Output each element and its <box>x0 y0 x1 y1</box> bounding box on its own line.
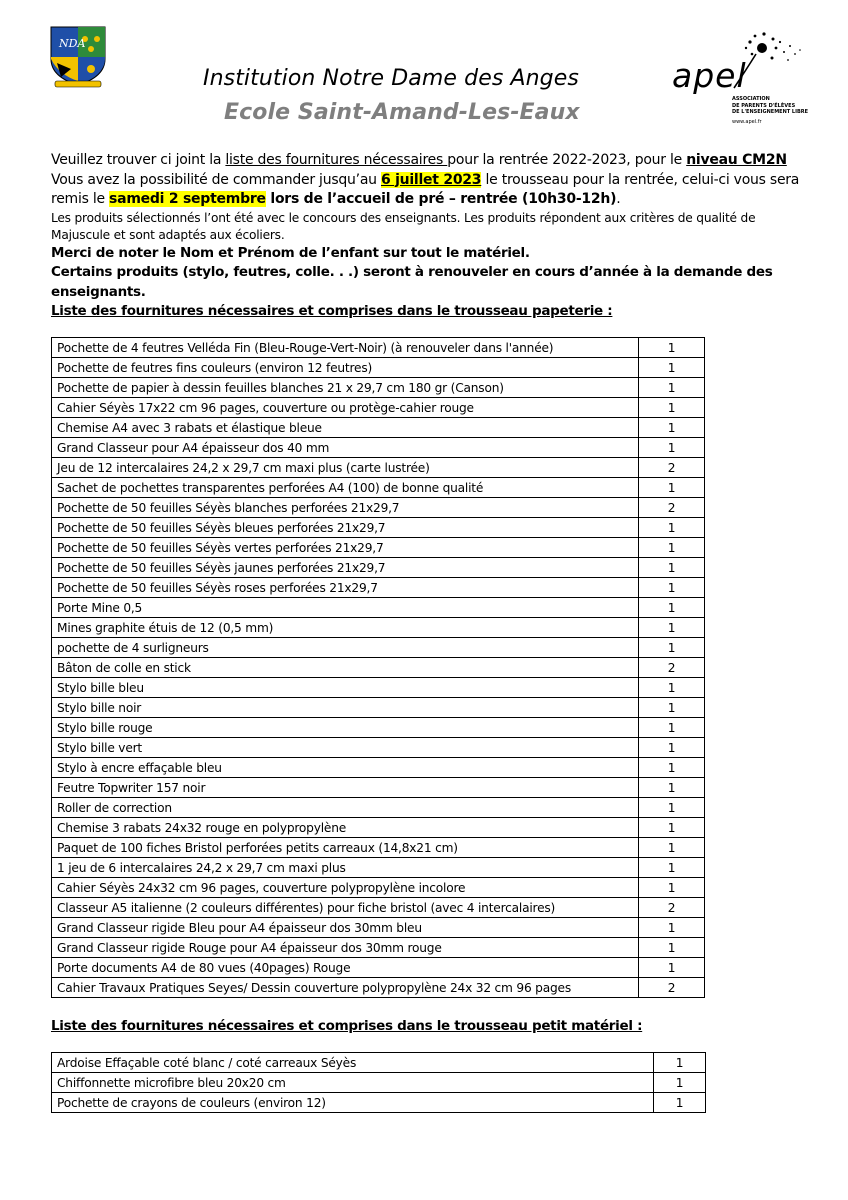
table-row <box>52 618 705 638</box>
table-row <box>52 818 705 838</box>
item-quantity: 1 <box>654 1053 706 1073</box>
item-label: Classeur A5 italienne (2 couleurs différentes) pour fiche bristol (avec 4 intercalaires) <box>52 898 639 918</box>
item-label: Porte documents A4 de 80 vues (40pages) Rouge <box>52 958 639 978</box>
intro-text <box>51 151 811 302</box>
table-row <box>52 778 705 798</box>
item-quantity: 2 <box>639 658 705 678</box>
table-row <box>52 738 705 758</box>
item-quantity: 1 <box>639 858 705 878</box>
table-row <box>52 538 705 558</box>
item-quantity: 1 <box>639 838 705 858</box>
item-label: Stylo bille rouge <box>52 718 639 738</box>
delivery-date: samedi 2 septembre <box>109 191 266 207</box>
item-label: Grand Classeur pour A4 épaisseur dos 40 mm <box>52 438 639 458</box>
item-label: Roller de correction <box>52 798 639 818</box>
item-quantity: 2 <box>639 898 705 918</box>
item-quantity: 1 <box>639 778 705 798</box>
item-label: Cahier Séyès 17x22 cm 96 pages, couverture ou protège-cahier rouge <box>52 398 639 418</box>
item-quantity: 1 <box>639 338 705 358</box>
item-label: Pochette de 50 feuilles Séyès blanches perforées 21x29,7 <box>52 498 639 518</box>
item-label: Pochette de crayons de couleurs (environ 12) <box>52 1093 654 1113</box>
item-quantity: 1 <box>639 638 705 658</box>
item-quantity: 1 <box>654 1073 706 1093</box>
item-label: Sachet de pochettes transparentes perforées A4 (100) de bonne qualité <box>52 478 639 498</box>
item-quantity: 1 <box>639 678 705 698</box>
item-label: Pochette de 50 feuilles Séyès roses perforées 21x29,7 <box>52 578 639 598</box>
school-crest-logo <box>49 25 107 89</box>
item-quantity: 1 <box>639 558 705 578</box>
intro-paragraph-2: Vous avez la possibilité de commander jusqu’au 6 juillet 2023 le trousseau pour la rentrée, celui-ci vous sera remis le samedi 2 septembre lors de l’accueil de pré – rentrée (10h30-12h). <box>51 171 800 207</box>
table-row <box>52 478 705 498</box>
item-quantity: 1 <box>639 578 705 598</box>
school-name-title: Institution Notre Dame des Anges <box>203 66 579 91</box>
table-row <box>52 358 705 378</box>
table-row <box>52 938 705 958</box>
intro-paragraph-3: Les produits sélectionnés l’ont été avec le concours des enseignants. Les produits répondent aux critères de qualité de Majuscule et sont adaptés aux écoliers. <box>51 210 756 242</box>
item-label: Stylo à encre effaçable bleu <box>52 758 639 778</box>
papeterie-table <box>51 337 705 998</box>
table-row <box>52 1093 706 1113</box>
table-row <box>52 558 705 578</box>
school-subtitle: Ecole Saint-Amand-Les-Eaux <box>224 100 580 125</box>
class-level: niveau CM2N <box>686 152 787 168</box>
item-quantity: 2 <box>639 498 705 518</box>
item-quantity: 1 <box>639 878 705 898</box>
item-quantity: 1 <box>639 358 705 378</box>
item-label: Paquet de 100 fiches Bristol perforées petits carreaux (14,8x21 cm) <box>52 838 639 858</box>
table-row <box>52 678 705 698</box>
intro-paragraph-1: Veuillez trouver ci joint la liste des fournitures nécessaires pour la rentrée 2022-2023, pour le niveau CM2N <box>51 152 787 168</box>
table-row <box>52 718 705 738</box>
item-quantity: 1 <box>639 958 705 978</box>
table-row <box>52 638 705 658</box>
section-papeterie-title: Liste des fournitures nécessaires et comprises dans le trousseau papeterie : <box>51 303 613 319</box>
section-petit-materiel-title: Liste des fournitures nécessaires et comprises dans le trousseau petit matériel : <box>51 1018 643 1034</box>
item-label: Cahier Travaux Pratiques Seyes/ Dessin couverture polypropylène 24x 32 cm 96 pages <box>52 978 639 998</box>
table-row <box>52 838 705 858</box>
item-quantity: 1 <box>654 1093 706 1113</box>
item-label: Bâton de colle en stick <box>52 658 639 678</box>
table-row <box>52 1073 706 1093</box>
item-label: Pochette de 50 feuilles Séyès jaunes perforées 21x29,7 <box>52 558 639 578</box>
item-label: Ardoise Effaçable coté blanc / coté carreaux Séyès <box>52 1053 654 1073</box>
item-quantity: 1 <box>639 698 705 718</box>
item-label: Mines graphite étuis de 12 (0,5 mm) <box>52 618 639 638</box>
item-quantity: 1 <box>639 398 705 418</box>
table-row <box>52 498 705 518</box>
item-label: Pochette de 50 feuilles Séyès vertes perforées 21x29,7 <box>52 538 639 558</box>
petit-materiel-table <box>51 1052 706 1113</box>
table-row <box>52 418 705 438</box>
item-quantity: 1 <box>639 738 705 758</box>
item-label: Stylo bille vert <box>52 738 639 758</box>
table-row <box>52 878 705 898</box>
item-quantity: 1 <box>639 758 705 778</box>
item-label: Pochette de papier à dessin feuilles blanches 21 x 29,7 cm 180 gr (Canson) <box>52 378 639 398</box>
item-label: Feutre Topwriter 157 noir <box>52 778 639 798</box>
item-quantity: 1 <box>639 418 705 438</box>
table-row <box>52 398 705 418</box>
apel-logo-subtitle: ASSOCIATION DE PARENTS D'ÉLÈVES DE L'ENSEIGNEMENT LIBRE www.apel.fr <box>732 96 809 125</box>
table-row <box>52 458 705 478</box>
table-row <box>52 698 705 718</box>
table-row <box>52 978 705 998</box>
item-quantity: 1 <box>639 378 705 398</box>
item-label: Chiffonnette microfibre bleu 20x20 cm <box>52 1073 654 1093</box>
item-quantity: 2 <box>639 978 705 998</box>
table-row <box>52 518 705 538</box>
crest-letters: NDA <box>59 37 86 50</box>
item-quantity: 1 <box>639 438 705 458</box>
item-label: Pochette de 50 feuilles Séyès bleues perforées 21x29,7 <box>52 518 639 538</box>
item-label: Jeu de 12 intercalaires 24,2 x 29,7 cm maxi plus (carte lustrée) <box>52 458 639 478</box>
table-row <box>52 338 705 358</box>
table-row <box>52 658 705 678</box>
item-label: Pochette de 4 feutres Velléda Fin (Bleu-Rouge-Vert-Noir) (à renouveler dans l'année) <box>52 338 639 358</box>
item-label: Stylo bille noir <box>52 698 639 718</box>
table-row <box>52 378 705 398</box>
order-deadline: 6 juillet 2023 <box>380 171 482 188</box>
intro-note-renew: Certains produits (stylo, feutres, colle. . .) seront à renouveler en cours d’année à la demande des enseignants. <box>51 264 773 300</box>
table-row <box>52 798 705 818</box>
intro-note-name: Merci de noter le Nom et Prénom de l’enfant sur tout le matériel. <box>51 244 530 261</box>
item-quantity: 1 <box>639 718 705 738</box>
item-quantity: 1 <box>639 618 705 638</box>
table-row <box>52 438 705 458</box>
table-row <box>52 598 705 618</box>
table-row <box>52 958 705 978</box>
item-label: pochette de 4 surligneurs <box>52 638 639 658</box>
item-label: Grand Classeur rigide Bleu pour A4 épaisseur dos 30mm bleu <box>52 918 639 938</box>
apel-logo-text: apel <box>672 56 747 95</box>
item-quantity: 1 <box>639 938 705 958</box>
item-label: Porte Mine 0,5 <box>52 598 639 618</box>
table-row <box>52 918 705 938</box>
item-label: Chemise 3 rabats 24x32 rouge en polypropylène <box>52 818 639 838</box>
item-quantity: 1 <box>639 518 705 538</box>
table-row <box>52 858 705 878</box>
item-quantity: 1 <box>639 798 705 818</box>
item-quantity: 1 <box>639 918 705 938</box>
apel-website: www.apel.fr <box>732 118 762 125</box>
item-quantity: 1 <box>639 598 705 618</box>
item-label: Chemise A4 avec 3 rabats et élastique bleue <box>52 418 639 438</box>
table-row <box>52 1053 706 1073</box>
item-quantity: 2 <box>639 458 705 478</box>
item-label: Stylo bille bleu <box>52 678 639 698</box>
item-label: 1 jeu de 6 intercalaires 24,2 x 29,7 cm maxi plus <box>52 858 639 878</box>
item-quantity: 1 <box>639 538 705 558</box>
item-label: Cahier Séyès 24x32 cm 96 pages, couverture polypropylène incolore <box>52 878 639 898</box>
table-row <box>52 578 705 598</box>
table-row <box>52 758 705 778</box>
table-row <box>52 898 705 918</box>
item-label: Grand Classeur rigide Rouge pour A4 épaisseur dos 30mm rouge <box>52 938 639 958</box>
item-quantity: 1 <box>639 818 705 838</box>
item-quantity: 1 <box>639 478 705 498</box>
item-label: Pochette de feutres fins couleurs (environ 12 feutres) <box>52 358 639 378</box>
